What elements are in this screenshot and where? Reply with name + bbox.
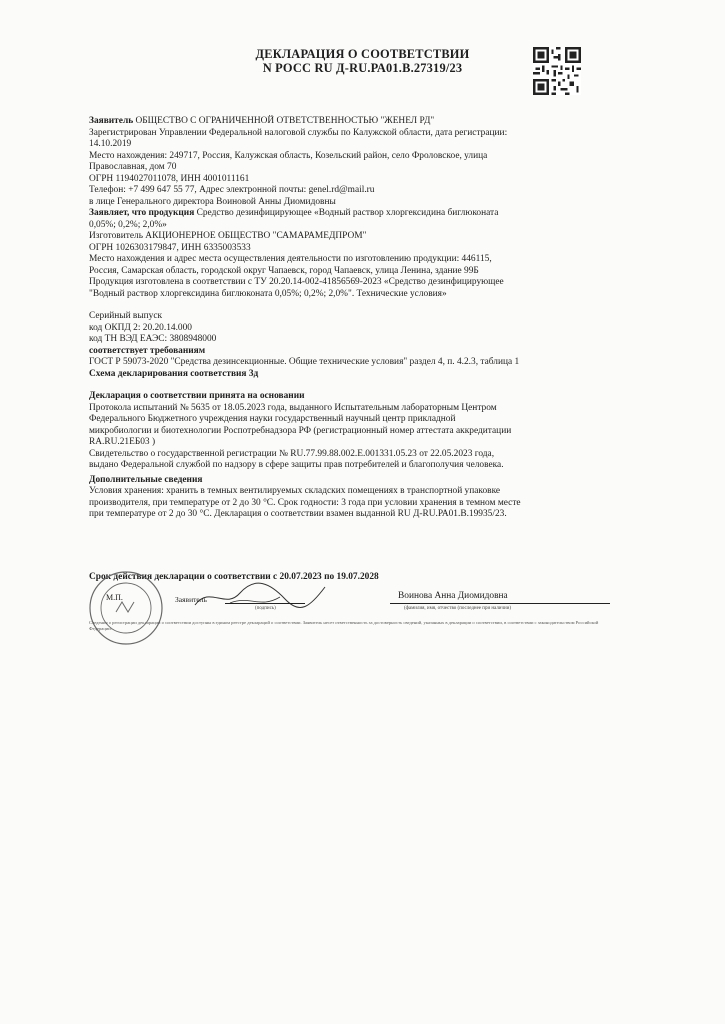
- validity-period: Срок действия декларации о соответствии с 20.07.2023 по 19.07.2028: [89, 572, 379, 582]
- name-underline: [390, 603, 610, 604]
- basis-detail: Протокола испытаний № 5635 от 18.05.2023 года, выданного Испытательным лабораторным Центром: [89, 402, 497, 413]
- sign-caption: (подпись): [255, 606, 276, 611]
- basis-detail: микробиологии и биотехнологии Роспотребнадзора РФ (регистрационный номер аттестата аккредитации: [89, 425, 512, 436]
- declaration-body: [89, 116, 609, 521]
- applicant-detail: Телефон: +7 499 647 55 77, Адрес электронной почты: genel.rd@mail.ru: [89, 185, 375, 195]
- product-detail: Место нахождения и адрес места осуществления деятельности по изготовлению продукции: 446115,: [89, 254, 492, 264]
- basis-detail: Свидетельство о государственной регистрации № RU.77.99.88.002.Е.001331.05.23 от 22.05.2023 года,: [89, 448, 495, 459]
- product-detail: ОГРН 1026303179847, ИНН 6335003533: [89, 242, 251, 253]
- product-detail: Россия, Самарская область, городской округ Чапаевск, город Чапаевск, улица Ленина, здание 99Б: [89, 265, 479, 276]
- requirements-text: ГОСТ Р 59073-2020 "Средства дезинсекционные. Общие технические условия" раздел 4, п. 4.2.3, таблица 1: [89, 357, 520, 367]
- stamp-place-label: М.П.: [106, 593, 123, 602]
- applicant-detail: ОГРН 1194027011078, ИНН 4001011161: [89, 173, 250, 184]
- basis-detail: выдано Федеральной службой по надзору в сфере защиты прав потребителей и благополучия человека.: [89, 460, 504, 470]
- product-detail: "Водный раствор хлоргексидина биглюконата 0,05%; 0,2%; 2,0%". Технические условия»: [89, 288, 447, 299]
- applicant-caption: Заявитель: [175, 595, 207, 604]
- applicant-label: Заявитель: [89, 116, 134, 126]
- name-caption: (фамилия, имя, отчество (последнее при наличии): [404, 606, 512, 611]
- qr-code-icon: [533, 47, 581, 95]
- product-label: Заявляет, что продукция: [89, 208, 195, 218]
- applicant-name: ОБЩЕСТВО С ОГРАНИЧЕННОЙ ОТВЕТСТВЕННОСТЬЮ "ЖЕНЕЛ РД": [133, 116, 435, 126]
- product-name: Средство дезинфицирующее «Водный раствор хлоргексидина биглюконата: [194, 208, 499, 218]
- basis-detail: RA.RU.21ЕБ03 ): [89, 437, 156, 447]
- document-title: ДЕКЛАРАЦИЯ О СООТВЕТСТВИИ: [255, 47, 470, 61]
- applicant-detail: Зарегистрирован Управлении Федеральной налоговой службы по Калужской области, дата регистрации:: [89, 127, 508, 138]
- signature-underline: [225, 603, 305, 604]
- applicant-detail: Место нахождения: 249717, Россия, Калужская область, Козельский район, село Фроловское, улица: [89, 150, 488, 161]
- tnved-code: код ТН ВЭД ЕАЭС: 3808948000: [89, 334, 217, 344]
- product-detail: Продукция изготовлена в соответствии с ТУ 20.20.14-002-41856569-2023 «Средство дезинфицирующее: [89, 277, 504, 287]
- requirements-label: соответствует требованиям: [89, 345, 206, 356]
- applicant-line: [89, 116, 609, 128]
- additional-detail: производителя, при температуре от 2 до 30 °С. Срок годности: 3 года при условии хранения в темном месте: [89, 497, 521, 508]
- basis-label: Декларация о соответствии принята на основании: [89, 391, 305, 401]
- applicant-detail: Православная, дом 70: [89, 162, 177, 172]
- basis-detail: Федерального Бюджетного учреждения науки государственный научный центр прикладной: [89, 414, 456, 424]
- additional-detail: Условия хранения: хранить в темных вентилируемых складских помещениях в транспортной упаковке: [89, 486, 501, 496]
- company-seal-icon: [86, 568, 166, 648]
- footnote: Сведения о регистрации декларации о соответствии доступны в едином реестре деклараций о соответствии. Заявитель несет ответственность за достоверность сведений, указанных в декларации о соответствии, в соответствии с законодательством Российской Федерации.: [89, 620, 599, 631]
- applicant-detail: 14.10.2019: [89, 139, 132, 149]
- product-name-cont: 0,05%; 0,2%; 2,0%»: [89, 219, 167, 230]
- okpd-code: код ОКПД 2: 20.20.14.000: [89, 322, 192, 333]
- additional-detail: при температуре от 2 до 30 °С. Декларация о соответствии взамен выданной RU Д-RU.РА01.В.19935/23.: [89, 509, 507, 519]
- declaration-scheme: Схема декларирования соответствия 3д: [89, 368, 259, 379]
- additional-label: Дополнительные сведения: [89, 474, 203, 485]
- product-line: [89, 208, 609, 220]
- declaration-number: N РОСС RU Д-RU.РА01.В.27319/23: [262, 61, 463, 75]
- serial-release: Серийный выпуск: [89, 311, 163, 321]
- signer-name: Воинова Анна Диомидовна: [398, 591, 508, 601]
- applicant-director: в лице Генерального директора Воиновой Анны Диомидовны: [89, 196, 336, 207]
- manufacturer: Изготовитель АКЦИОНЕРНОЕ ОБЩЕСТВО "САМАРАМЕДПРОМ": [89, 231, 367, 241]
